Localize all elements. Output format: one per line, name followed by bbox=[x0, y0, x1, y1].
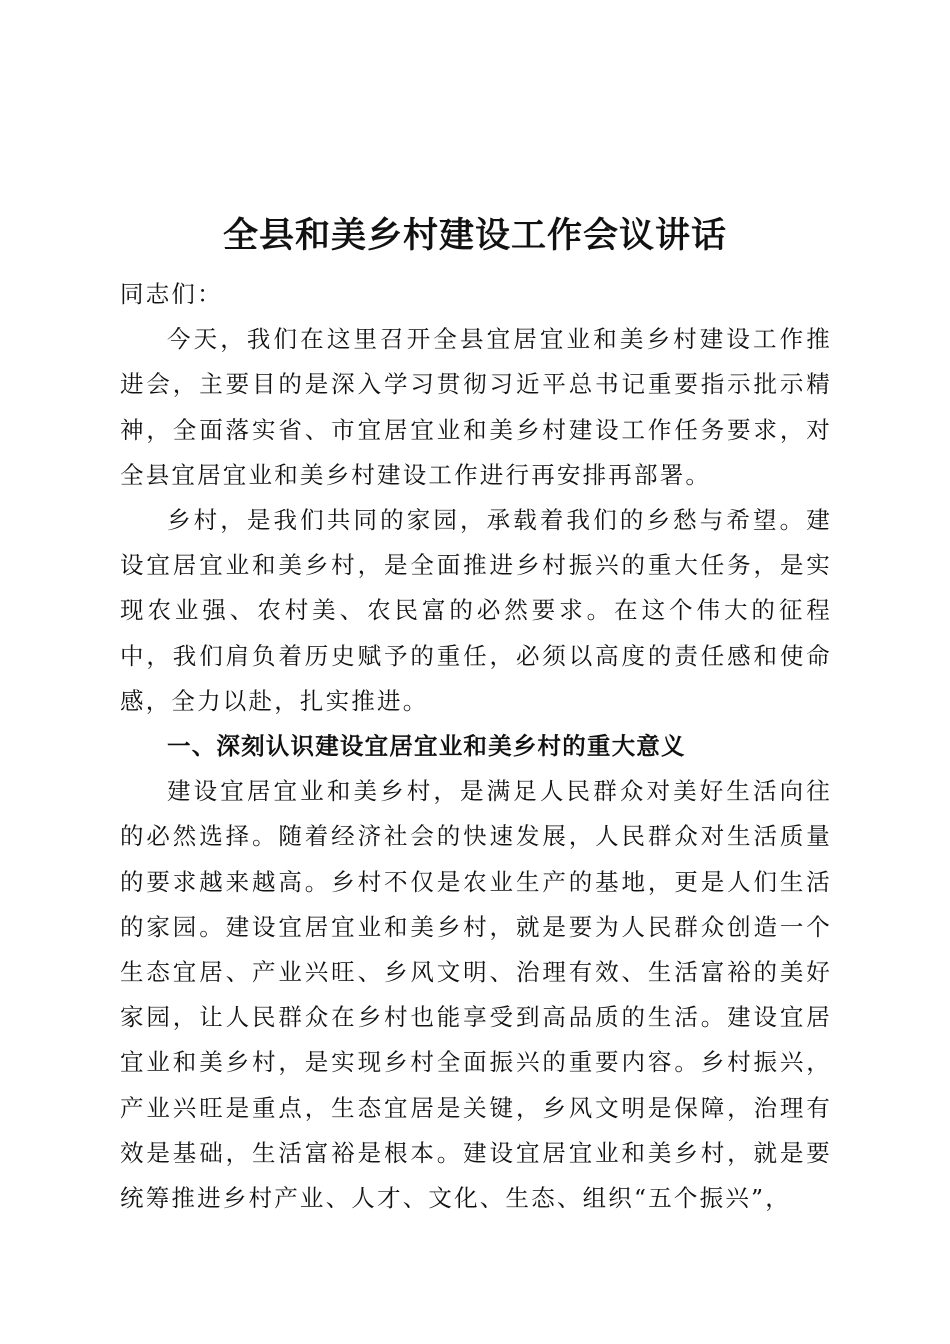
document-body bbox=[120, 272, 832, 1221]
document-title: 全县和美乡村建设工作会议讲话 bbox=[222, 216, 727, 256]
paragraph-rural-home: 乡村，是我们共同的家园，承载着我们的乡愁与希望。建设宜居宜业和美乡村，是全面推进乡村振兴的重大任务，是实现农业强、农村美、农民富的必然要求。在这个伟大的征程中，我们肩负着历史赋予的重任，必须以高度的责任感和使命感，全力以赴，扎实推进。 bbox=[120, 506, 832, 715]
paragraph-section-body: 建设宜居宜业和美乡村，是满足人民群众对美好生活向往的必然选择。随着经济社会的快速发展，人民群众对生活质量的要求越来越高。乡村不仅是农业生产的基地，更是人们生活的家园。建设宜居宜业和美乡村，就是要为人民群众创造一个生态宜居、产业兴旺、乡风文明、治理有效、生活富裕的美好家园，让人民群众在乡村也能享受到高品质的生活。建设宜居宜业和美乡村，是实现乡村全面振兴的重要内容。乡村振兴，产业兴旺是重点，生态宜居是关键，乡风文明是保障，治理有效是基础，生活富裕是根本。建设宜居宜业和美乡村，就是要统筹推进乡村产业、人才、文化、生态、组织“五个振兴”， bbox=[120, 777, 832, 1213]
salutation: 同志们： bbox=[120, 280, 223, 308]
section-heading: 一、深刻认识建设宜居宜业和美乡村的重大意义 bbox=[167, 732, 686, 761]
paragraph-opening: 今天，我们在这里召开全县宜居宜业和美乡村建设工作推进会，主要目的是深入学习贯彻习近平总书记重要指示批示精神，全面落实省、市宜居宜业和美乡村建设工作任务要求，对全县宜居宜业和美乡村建设工作进行再安排再部署。 bbox=[120, 325, 832, 489]
